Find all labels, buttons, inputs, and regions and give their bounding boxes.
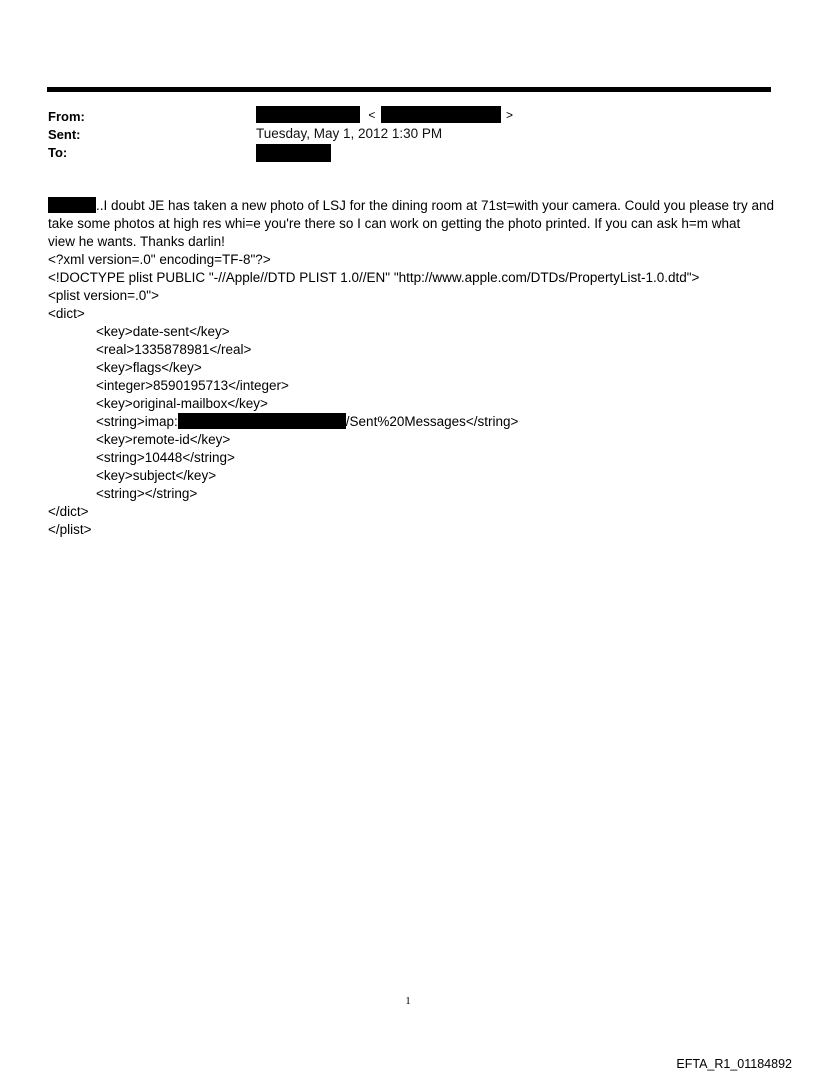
dict-close: </dict> — [48, 504, 89, 519]
imap-prefix: <string>imap: — [96, 414, 178, 429]
dict-line: <key>flags</key> — [96, 360, 202, 375]
from-angle-close: > — [506, 108, 514, 122]
dict-line: <key>original-mailbox</key> — [96, 396, 268, 411]
from-angle-open: < — [368, 108, 376, 122]
body-line: take some photos at high res whi=e you're there so I can work on getting the photo printed. If you can ask h=m what — [48, 216, 741, 231]
dict-line: <string></string> — [96, 486, 198, 501]
body-line: view he wants. Thanks darlin! — [48, 234, 225, 249]
email-body — [48, 197, 778, 539]
sent-value: Tuesday, May 1, 2012 1:30 PM — [256, 126, 443, 141]
redaction-block — [48, 197, 96, 213]
dict-line-imap — [48, 413, 778, 431]
redaction-block — [256, 144, 331, 162]
from-label: From: — [48, 109, 85, 124]
redaction-block — [381, 106, 501, 123]
imap-suffix: /Sent%20Messages</string> — [345, 414, 519, 429]
dict-line: <real>1335878981</real> — [96, 342, 252, 357]
dict-open: <dict> — [48, 306, 85, 321]
from-value — [256, 106, 513, 124]
dict-line: <string>10448</string> — [96, 450, 235, 465]
redaction-block — [256, 106, 360, 123]
body-line — [48, 197, 778, 215]
dict-line: <key>subject</key> — [96, 468, 217, 483]
header-rule — [47, 87, 771, 92]
sent-label: Sent: — [48, 127, 81, 142]
body-text: ..I doubt JE has taken a new photo of LSJ for the dining room at 71st=with your camera. Could you please try and — [96, 198, 775, 213]
document-id: EFTA_R1_01184892 — [676, 1057, 792, 1071]
plist-close: </plist> — [48, 522, 92, 537]
to-value — [256, 144, 331, 162]
dict-line: <key>date-sent</key> — [96, 324, 230, 339]
dict-line: <key>remote-id</key> — [96, 432, 231, 447]
to-label: To: — [48, 145, 68, 160]
doctype-line: <!DOCTYPE plist PUBLIC "-//Apple//DTD PLIST 1.0//EN" "http://www.apple.com/DTDs/PropertyList-1.0.dtd"> — [48, 270, 700, 285]
plist-open: <plist version=.0"> — [48, 288, 159, 303]
dict-line: <integer>8590195713</integer> — [96, 378, 289, 393]
xml-declaration: <?xml version=.0" encoding=TF-8"?> — [48, 252, 271, 267]
page-number: 1 — [405, 995, 411, 1007]
redaction-block — [178, 413, 346, 429]
